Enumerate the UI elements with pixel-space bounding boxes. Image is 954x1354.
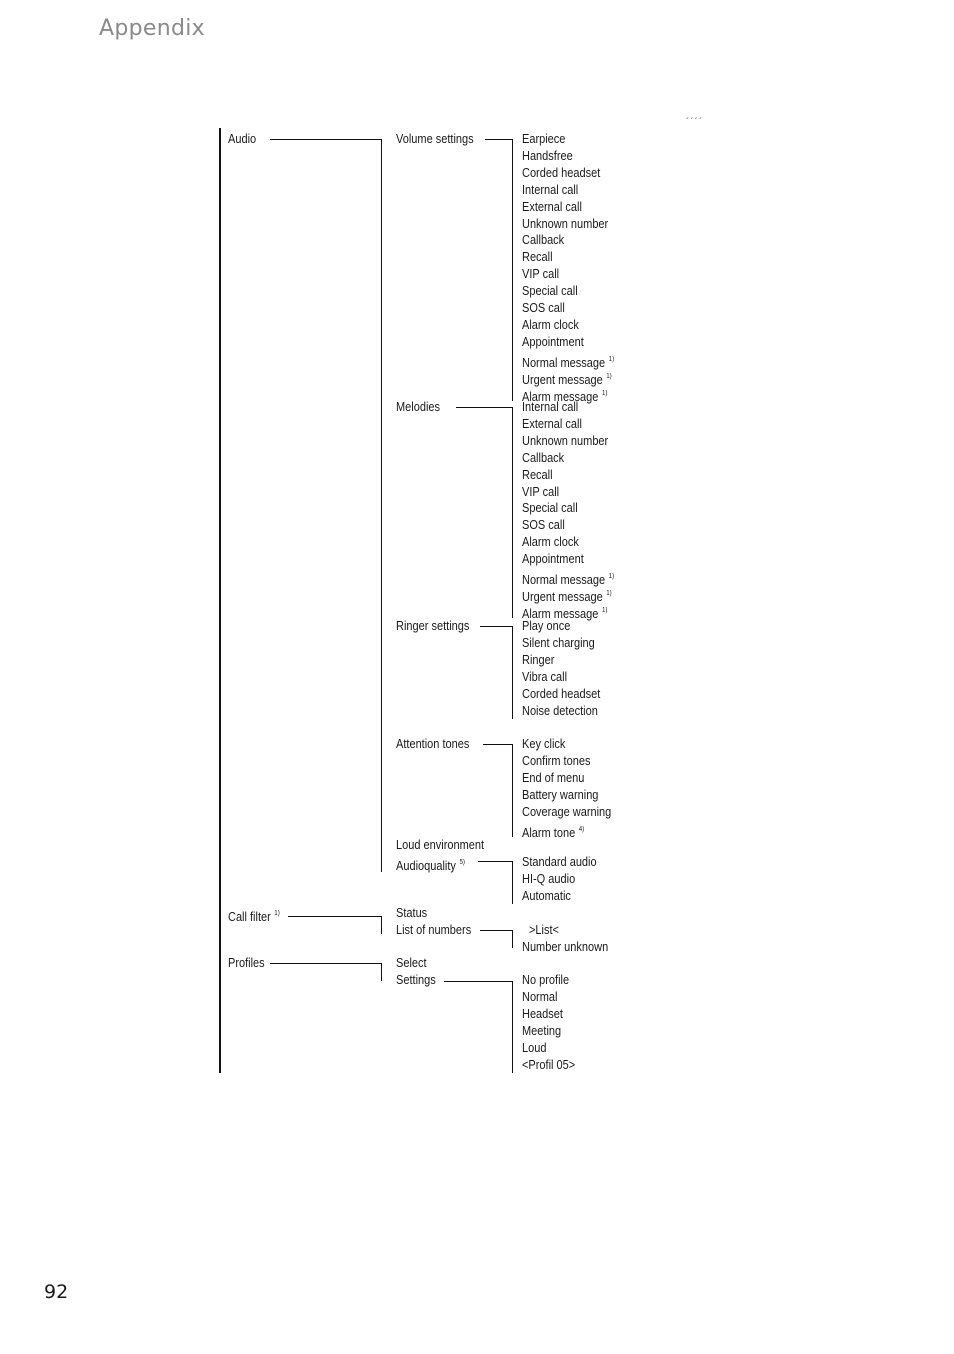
volume-settings-item-label: Normal message <box>522 355 606 370</box>
melodies-item-label: Alarm clock <box>522 535 579 550</box>
volume-settings-item-label: Earpiece <box>522 132 566 146</box>
bracket-line <box>512 861 513 904</box>
footnote-marker: 1) <box>606 589 612 597</box>
menu-attention-tones-label: Attention tones <box>396 737 470 751</box>
list-of-numbers-item-label: Number unknown <box>522 939 609 954</box>
connector-line <box>444 981 512 982</box>
volume-settings-item[interactable] <box>522 318 579 333</box>
menu-status[interactable] <box>396 906 427 921</box>
ringer-settings-item[interactable] <box>522 687 600 702</box>
melodies-item-label: Appointment <box>522 552 584 567</box>
attention-tones-item-label: Alarm tone <box>522 825 576 840</box>
attention-tones-item[interactable] <box>522 788 598 803</box>
volume-settings-item[interactable] <box>522 149 573 164</box>
connector-line <box>456 407 512 408</box>
volume-settings-item-label: Recall <box>522 250 553 265</box>
menu-loud-environment-label: Loud environment <box>396 838 485 852</box>
attention-tones-item[interactable] <box>522 754 590 769</box>
attention-tones-item-label: End of menu <box>522 770 585 785</box>
profile-settings-item[interactable] <box>522 990 557 1005</box>
ringer-settings-item[interactable] <box>522 619 570 634</box>
attention-tones-item-label: Confirm tones <box>522 753 591 768</box>
connector-line <box>480 626 512 627</box>
melodies-item-label: Normal message <box>522 573 606 587</box>
connector-line <box>483 744 512 745</box>
volume-settings-item-label: Handsfree <box>522 148 573 163</box>
attention-tones-item[interactable] <box>522 771 584 786</box>
attention-tones-item[interactable] <box>522 805 611 820</box>
menu-profiles[interactable] <box>228 956 265 971</box>
ringer-settings-item-label: Silent charging <box>522 635 595 650</box>
melodies-item[interactable] <box>522 417 582 432</box>
volume-settings-item-label: Unknown number <box>522 216 609 231</box>
profile-settings-item-label: No profile <box>522 973 570 987</box>
audioquality-item-label: HI-Q audio <box>522 871 576 886</box>
volume-settings-item[interactable] <box>522 166 600 181</box>
bracket-line <box>512 930 513 948</box>
volume-settings-item[interactable] <box>522 284 578 299</box>
menu-volume-settings-label: Volume settings <box>396 132 474 146</box>
melodies-item[interactable] <box>522 552 584 567</box>
volume-settings-item[interactable] <box>522 233 564 248</box>
connector-line <box>485 139 512 140</box>
melodies-item-label: VIP call <box>522 484 560 499</box>
profile-settings-item-label: Normal <box>522 989 558 1004</box>
footnote-marker: 1) <box>606 372 612 380</box>
ringer-settings-item-label: Noise detection <box>522 703 598 718</box>
melodies-item[interactable] <box>522 451 564 466</box>
ringer-settings-item[interactable] <box>522 704 598 719</box>
volume-settings-item[interactable] <box>522 183 578 198</box>
list-of-numbers-item-label: >List< <box>529 923 559 937</box>
profile-settings-item[interactable] <box>522 1024 561 1039</box>
volume-settings-item[interactable] <box>522 132 565 147</box>
melodies-item-label: Internal call <box>522 400 579 414</box>
volume-settings-item-label: External call <box>522 199 582 214</box>
audioquality-item-label: Automatic <box>522 888 571 903</box>
menu-melodies-label: Melodies <box>396 400 441 414</box>
menu-select-label: Select <box>396 956 427 970</box>
melodies-item-label: External call <box>522 416 582 431</box>
connector-line <box>288 916 381 917</box>
menu-ringer-settings[interactable] <box>396 619 469 634</box>
profile-settings-item-label: <Profil 05> <box>522 1057 576 1072</box>
menu-melodies[interactable] <box>396 400 440 415</box>
menu-loud-environment[interactable] <box>396 838 484 853</box>
connector-line <box>270 963 381 964</box>
main-spine-line <box>219 128 221 1073</box>
list-of-numbers-item[interactable] <box>522 940 608 955</box>
bracket-line <box>381 916 382 934</box>
list-of-numbers-item[interactable] <box>529 923 559 938</box>
footnote-marker: 1) <box>608 573 615 580</box>
melodies-item-label: Recall <box>522 467 553 482</box>
attention-tones-item[interactable] <box>522 737 565 752</box>
ringer-settings-item-label: Corded headset <box>522 686 601 701</box>
profile-settings-item[interactable] <box>522 1007 563 1022</box>
footnote-marker: 1) <box>608 355 615 363</box>
header-title: Appendix <box>99 16 205 41</box>
audioquality-item[interactable] <box>522 855 597 870</box>
menu-status-label: Status <box>396 906 428 920</box>
ringer-settings-item[interactable] <box>522 653 554 668</box>
profile-settings-item-label: Loud <box>522 1040 547 1055</box>
menu-list-of-numbers-label: List of numbers <box>396 923 472 937</box>
attention-tones-item-label: Key click <box>522 737 566 751</box>
volume-settings-item[interactable] <box>522 267 559 282</box>
profile-settings-item[interactable] <box>522 1041 546 1056</box>
bracket-line <box>512 407 513 618</box>
bracket-line <box>381 139 382 872</box>
melodies-item-label: SOS call <box>522 518 565 533</box>
bracket-line <box>512 744 513 837</box>
menu-audioquality-label: Audioquality <box>396 859 456 873</box>
melodies-item-label: Unknown number <box>522 433 609 448</box>
ringer-settings-item[interactable] <box>522 670 567 685</box>
melodies-item[interactable] <box>522 468 553 483</box>
audioquality-item-label: Standard audio <box>522 855 597 869</box>
menu-attention-tones[interactable] <box>396 737 469 752</box>
volume-settings-item-label: Callback <box>522 233 565 248</box>
melodies-item-label: Alarm message <box>522 606 599 621</box>
attention-tones-item[interactable] <box>522 822 584 841</box>
melodies-item-label: Urgent message <box>522 589 603 604</box>
volume-settings-item-label: Internal call <box>522 182 579 197</box>
footnote-marker: 1) <box>601 606 608 614</box>
volume-settings-item[interactable] <box>522 301 565 316</box>
volume-settings-item-label: Special call <box>522 284 578 299</box>
menu-settings[interactable] <box>396 973 436 988</box>
menu-audio[interactable] <box>228 132 256 147</box>
melodies-item-label: Special call <box>522 501 578 516</box>
menu-select[interactable] <box>396 956 427 971</box>
ringer-settings-item-label: Vibra call <box>522 669 568 684</box>
footnote-marker: 1) <box>601 389 608 397</box>
melodies-item[interactable] <box>522 535 579 550</box>
menu-call-filter[interactable] <box>228 906 280 925</box>
footnote-marker: 5) <box>459 859 465 866</box>
profile-settings-item-label: Headset <box>522 1006 563 1021</box>
attention-tones-item-label: Battery warning <box>522 787 599 802</box>
corner-mark: ´´´´ <box>686 117 704 128</box>
menu-audio-label: Audio <box>228 132 257 146</box>
melodies-item[interactable] <box>522 501 578 516</box>
menu-volume-settings[interactable] <box>396 132 474 147</box>
ringer-settings-item-label: Ringer <box>522 652 555 667</box>
menu-profiles-label: Profiles <box>228 956 265 970</box>
profile-settings-item[interactable] <box>522 973 569 988</box>
menu-settings-label: Settings <box>396 973 436 987</box>
bracket-line <box>512 626 513 719</box>
page-number: 92 <box>44 1281 69 1303</box>
volume-settings-item-label: SOS call <box>522 301 565 315</box>
profile-settings-item-label: Meeting <box>522 1023 562 1038</box>
connector-line <box>270 139 381 140</box>
audioquality-item[interactable] <box>522 872 575 887</box>
menu-ringer-settings-label: Ringer settings <box>396 619 470 633</box>
audioquality-item[interactable] <box>522 889 571 904</box>
footnote-marker: 1) <box>274 910 280 917</box>
volume-settings-item[interactable] <box>522 250 553 265</box>
footnote-marker: 4) <box>578 825 585 833</box>
menu-call-filter-label: Call filter <box>228 910 271 924</box>
volume-settings-item-label: Urgent message <box>522 372 603 387</box>
ringer-settings-item-label: Play once <box>522 619 571 633</box>
menu-list-of-numbers[interactable] <box>396 923 471 938</box>
melodies-item[interactable] <box>522 400 578 415</box>
volume-settings-item-label: Alarm clock <box>522 317 579 332</box>
bracket-line <box>512 139 513 401</box>
connector-line <box>478 861 512 862</box>
volume-settings-item-label: Alarm message <box>522 389 599 404</box>
volume-settings-item[interactable] <box>522 200 582 215</box>
melodies-item-label: Callback <box>522 450 565 465</box>
attention-tones-item-label: Coverage warning <box>522 804 612 819</box>
bracket-line <box>512 981 513 1073</box>
melodies-item[interactable] <box>522 518 565 533</box>
melodies-item[interactable] <box>522 434 608 449</box>
volume-settings-item-label: Appointment <box>522 334 584 349</box>
volume-settings-item[interactable] <box>522 335 584 350</box>
volume-settings-item[interactable] <box>522 217 608 232</box>
melodies-item[interactable] <box>522 485 559 500</box>
ringer-settings-item[interactable] <box>522 636 595 651</box>
connector-line <box>480 930 512 931</box>
profile-settings-item[interactable] <box>522 1058 575 1073</box>
bracket-line <box>381 963 382 981</box>
menu-audioquality[interactable] <box>396 855 465 874</box>
volume-settings-item-label: Corded headset <box>522 165 601 180</box>
volume-settings-item-label: VIP call <box>522 267 560 282</box>
